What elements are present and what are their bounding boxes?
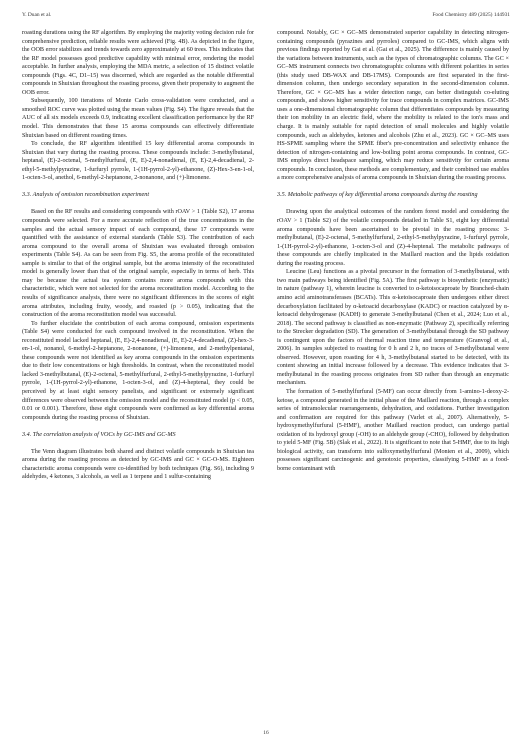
running-header [22,12,510,22]
right-paragraph-3: Leucine (Leu) functions as a pivotal precursor in the formation of 3-methylbutanal, with two main pathways being identified (Fig. 5A). The first pathway is biosynthetic (enzymatic) in nature (pathway 1), wherein leucine is converted to α-ketoisocaproate by Branched-chain amino acid aminotransferases (BCATs). This α-ketoisocaproate then undergoes either direct decarboxylation facilitated by α-ketoacid decarboxylase (KADC) or reaction catalyzed by α-ketoacid dehydrogenase (KADH) to generate 3-methylbutanal (Chen et al., 2024; Luo et al., 2018). The second pathway is classified as non-enzymatic (Pathway 2), specifically referring to the Strecker degradation (SD). The generation of 3-methylbutanal through the SD pathway is contingent upon the factors of thermal reaction time and temperature (Granvogl et al., 2006). In samples subjected to roasting for 0 h and 2 h, no traces of 3-methylbutanal were observed. However, upon roasting for 4 h, 3-methylbutanal started to be detected, with its content showing an initial increase followed by a decrease. This evidence indicates that 3-methylbutanal in the roasting process originates from SD rather than through an enzymatic mechanism. [277,269,509,387]
right-paragraph-4: The formation of 5-methylfurfural (5-MF) can occur directly from 1-amino-1-deoxy-2-ketose, a compound generated in the initial phase of the Maillard reaction, through a complex series of intramolecular rearrangements, dehydration, and oxidations. Further investigation and confirmation are required for this pathway (Varlet et al., 2007). Alternatively, 5-hydroxymethylfurfural (5-HMF), another Maillard reaction product, can undergo partial oxidation of its hydroxyl group (-OH) to an aldehyde group (-CHO), followed by dehydration to yield 5-MF (Fig. 5B) (Slak et al., 2022). It is significant to note that 5-HMF, due to its high biological activity, can transform into sulfoxymethylfurfural (Monien et al., 2009), which possesses significant carcinogenic and genotoxic properties, classifying 5-HMF as a food-borne contaminant with [277,388,509,472]
left-paragraph-3: To conclude, the RF algorithm identified 15 key differential aroma compounds in Shuixian that vary during the roasting process. These compounds include: 3-methylbutanal, heptanal, (E)-2-octenal, 5-methylfurfural, (E, E)-2,4-nonadienal, (E, E)-2,4-decadienal, 2-ethyl-5-methylpyrazine, 1-furfuryl pyrrole, 1-(1H-pyrrol-2-yl)-ethanone, (Z)-Hex-3-en-1-ol, 1-octen-3-ol, anethol, 6-methyl-2-heptanone, 2-nonanone, and (+)-limonene. [22,141,254,182]
section-heading-3-3: 3.3. Analysis of omission recombination experiment [22,192,150,199]
right-paragraph-1: compound. Notably, GC × GC–MS demonstrated superior capability in detecting nitrogen-containing compounds (pyrazines and pyrroles) compared to GC-IMS, which aligns with previous findings reported by Gai et al. (Gai et al., 2025). The difference is mainly caused by the variations between instruments, such as the types of chromatographic columns. The GC × GC–MS instrument connects two chromatographic columns with different polarities in series (this study used DB-WAX and DB-17MS). Compounds are first separated in the first-dimension column, then undergo secondary separation in the second-dimension column. Therefore, GC × GC–MS has a wider detection range, can better distinguish co-eluting compounds, and shows higher sensitivity for trace compounds in complex matrices. GC-IMS uses a one-dimensional chromatographic column that differentiates compounds by measuring their ion mobility in an electric field, where the mobility is related to the ion's mass and charge. It is mainly suitable for rapid detection of small molecules and highly volatile compounds, such as aldehydes, ketones and alcohols (Zhu et al., 2023). GC × GC–MS uses HS-SPME sampling where the SPME fiber's pre-concentration and selectivity enhance the detection of nitrogen-containing and low-boiling point aroma compounds. In contrast, GC-IMS employs direct headspace sampling, which may reduce sensitivity for certain aroma compounds. In conclusion, these methods are complementary, and their combined use enables a more comprehensive analysis of aroma compounds in Shuixian during the roasting process. [277,30,509,182]
left-column [22,29,254,482]
header-authors: Y. Duan et al. [22,12,52,18]
left-paragraph-5: To further elucidate the contribution of each aroma compound, omission experiments (Table S4) were conducted for each compound involved in the reconstitution. When the reconstituted model lacked heptanal, (E, E)-2,4-nonadienal, (E, E)-2,4-decadienal, (Z)-hex-3-en-1-ol, nonanol, 6-methyl-2-heptanone, 2-nonanone, (+)-limonene, and 2-methylpentanal, these compounds were not identified as key aroma compounds in the omission experiments due to their low concentrations or high thresholds. In contrast, when the reconstituted model lacked 3-methylbutanal, (E)-2-octenal, 5-methylfurfural, 2-ethyl-5-methylpyrazine, 1-furfuryl pyrrole, 1-(1H-pyrrol-2-yl)-ethanone, 1-octen-3-ol, and (Z)-4-heptenal, they could be perceived by at least eight sensory panelists, and significant or extremely significant differences were observed between the omission model and the reconstituted model (p < 0.05, 0.01 or 0.001). Therefore, these eight compounds were confirmed as key differential aroma compounds during the roasting process of Shuixian. [22,320,254,421]
header-journal: Food Chemistry 489 (2025) 144931 [432,12,510,18]
left-paragraph-1: roasting durations using the RF algorithm. By employing the majority voting decision rule for comprehensive prediction, reliable results were achieved (Fig. 4B). As depicted in the figure, the OOB error stabilizes and trends towards zero approximately at 60 trees. This indicates that the RF model possesses good predictive capability with minimal error, rendering the model acceptable. In further analysis, employing the MDA metric, a selection of 15 distinct volatile compounds (Figs. 4C, D1–15) was discerned, which are regarded as the notable differential compounds in Shuixian throughout the roasting process, given their propensity to augment the OOB error. [22,30,254,96]
left-paragraph-2: Subsequently, 100 iterations of Monte Carlo cross-validation were conducted, and a smoothed ROC curve was plotted using the mean values (Fig. S4). The figure reveals that the AUC of all six models exceeds 0.9, indicating excellent classification performance by the RF model. This demonstrates that these 15 aroma compounds can effectively differentiate Shuixian based on different roasting times. [22,98,254,139]
section-heading-3-5: 3.5. Metabolic pathways of key differential aroma compounds during the roasting [277,192,478,199]
section-heading-3-4: 3.4. The correlation analysis of VOCs by GC-IMS and GC-MS [22,431,176,438]
right-paragraph-2: Drawing upon the analytical outcomes of the random forest model and considering the rOAV > 1 (Table S2) of the volatile compounds detailed in Table S1, eight key differential aroma compounds have been ascertained to be pivotal in the roasting process: 3-methylbutanal, (E)-2-octenal, 5-methylfurfural, 2-ethyl-5-methylpyrazine, 1-furfuryl pyrrole, 1-(1H-pyrrol-2-yl)-ethanone, 1-octen-3-ol and (Z)-4-heptenal. The metabolic pathways of these compounds are chiefly implicated in the Maillard reaction and the lipids oxidation during the roasting process. [277,209,509,267]
left-paragraph-4: Based on the RF results and considering compounds with rOAV > 1 (Table S2), 17 aroma compounds were selected. For a more accurate reflection of the true concentrations in the samples and the actual sensory impact of each compound, these 17 compounds were quantified with the assistance of external standards (Table S3). The contribution of each aroma compound to the overall aroma of Shuixian was evaluated through omission experiments (Table S4). As can be seen from Fig. S5, the aroma profile of the reconstituted sample is similar to that of the original sample, but the aroma intensity of the reconstituted model is generally lower than that of the original sample, especially in terms of herb. This may be because the actual tea system contains more aroma compounds with this characteristic, which were not selected for the aroma reconstitution model. According to the results of significance analysis, there were no significant differences in the scores of eight aroma attributes, including fruity, woody, and roasted (p > 0.05), indicating that the construction of the aroma reconstitution model was successful. [22,209,254,319]
left-paragraph-6: The Venn diagram illustrates both shared and distinct volatile compounds in Shuixian tea aroma during the roasting process as detected by GC-IMS and GC × GC-O-MS. Eighteen characteristic aroma compounds were co-identified by both techniques (Fig. S6), including 9 aldehydes, 4 ketones, 3 alcohols, as well as 1 terpene and 1 sulfur-containing [22,448,254,481]
right-column [277,29,509,473]
page-number: 16 [263,730,269,736]
